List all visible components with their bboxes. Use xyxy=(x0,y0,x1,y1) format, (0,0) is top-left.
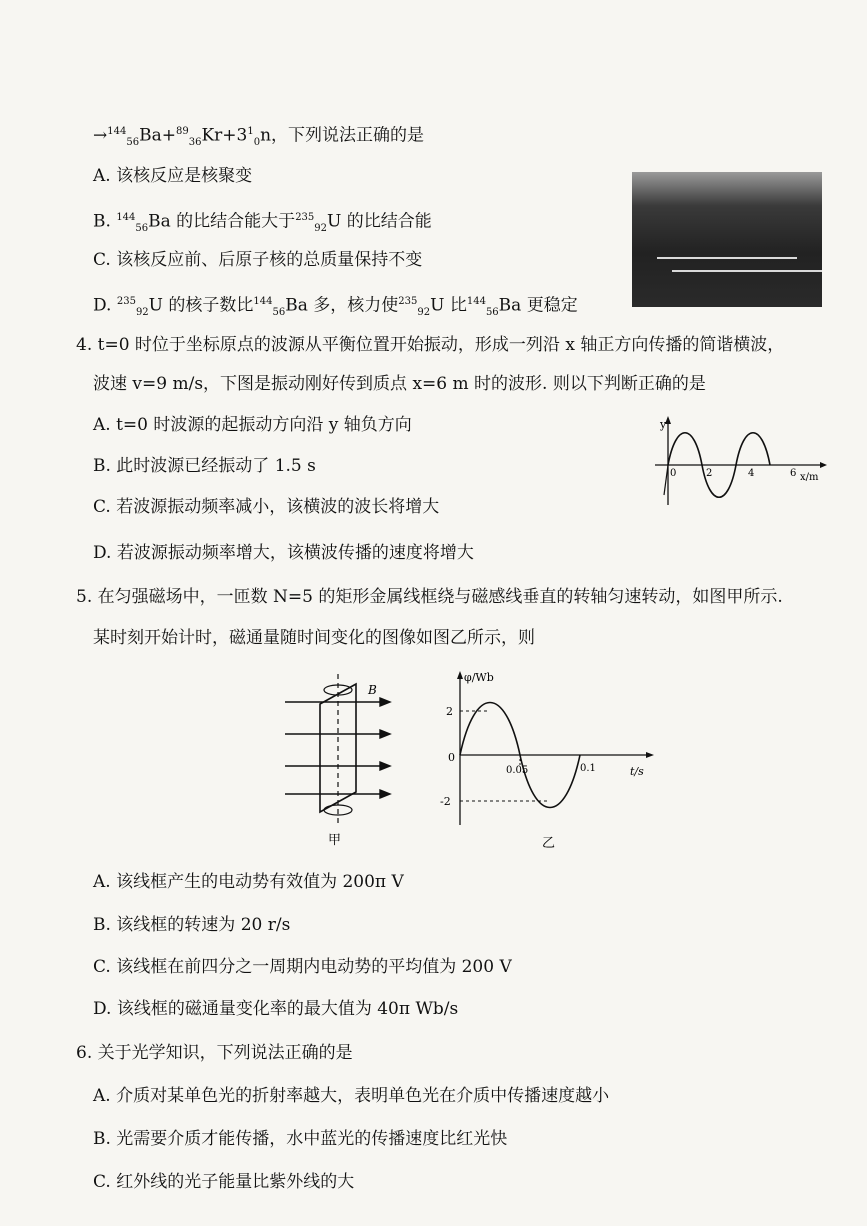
n-atomic-number: 0 xyxy=(253,137,261,149)
field-arrow xyxy=(380,790,390,798)
q3-option-a: A. 该核反应是核聚变 xyxy=(93,166,253,186)
kr-symbol: Kr xyxy=(201,125,223,146)
neutron-coefficient: 3 xyxy=(236,125,248,146)
figure-caption-jia: 甲 xyxy=(328,833,342,848)
u-mass-number: 235 xyxy=(116,296,136,307)
u-atomic-number: 92 xyxy=(135,307,149,319)
q3-option-c: C. 该核反应前、后原子核的总质量保持不变 xyxy=(93,250,423,270)
q6-option-b: B. 光需要介质才能传播，水中蓝光的传播速度比红光快 xyxy=(93,1129,508,1149)
plus-sign: + xyxy=(222,125,237,146)
y-axis-label: y xyxy=(660,418,667,431)
q6-option-c: C. 红外线的光子能量比紫外线的大 xyxy=(93,1172,355,1192)
q4-option-c: C. 若波源振动频率减小，该横波的波长将增大 xyxy=(93,497,440,517)
q3-option-b xyxy=(93,206,432,241)
q3-option-d xyxy=(93,290,578,325)
ba-mass-number: 144 xyxy=(107,126,127,137)
q4-stem-line2: 波速 v=9 m/s，下图是振动刚好传到质点 x=6 m 时的波形. 则以下判断正确的是 xyxy=(93,374,706,394)
ba-symbol: Ba xyxy=(139,125,162,146)
q5-option-c: C. 该线框在前四分之一周期内电动势的平均值为 200 V xyxy=(93,957,512,977)
u-mass-number: 235 xyxy=(295,212,315,223)
origin-label: 0 xyxy=(448,751,455,764)
ba-mass-number: 144 xyxy=(116,212,136,223)
option-text: U 比 xyxy=(430,295,467,316)
q5-stem-line2: 某时刻开始计时，磁通量随时间变化的图像如图乙所示，则 xyxy=(93,628,535,648)
q5-option-d: D. 该线框的磁通量变化率的最大值为 40π Wb/s xyxy=(93,999,459,1019)
option-text: Ba 更稳定 xyxy=(498,295,578,316)
y-min-label: -2 xyxy=(440,795,451,808)
u-atomic-number: 92 xyxy=(417,307,431,319)
q5-option-a: A. 该线框产生的电动势有效值为 200π V xyxy=(93,872,404,892)
y-axis-label: φ/Wb xyxy=(464,671,494,684)
x-axis-label: t/s xyxy=(630,765,644,778)
ba-atomic-number: 56 xyxy=(126,137,140,149)
kr-mass-number: 89 xyxy=(175,126,189,137)
u-atomic-number: 92 xyxy=(314,223,328,235)
u-mass-number: 235 xyxy=(398,296,418,307)
plus-sign: + xyxy=(161,125,176,146)
field-arrow xyxy=(380,698,390,706)
q5-stem-line1: 5. 在匀强磁场中，一匝数 N=5 的矩形金属线框绕与磁感线垂直的转轴匀速转动，如图甲所示. xyxy=(76,587,783,607)
n-symbol: n xyxy=(260,125,272,146)
y-axis-arrow xyxy=(457,671,463,679)
photo-streak xyxy=(672,270,822,272)
q3-equation xyxy=(93,120,424,155)
option-letter: B. xyxy=(93,211,117,232)
ba-atomic-number: 56 xyxy=(485,307,499,319)
tick-label: 0 xyxy=(670,468,677,479)
tick-label: 0.1 xyxy=(580,763,596,774)
option-text: Ba 多，核力使 xyxy=(285,295,399,316)
arrow-symbol: → xyxy=(93,125,108,146)
ba-atomic-number: 56 xyxy=(135,223,149,235)
photo-streak xyxy=(657,257,797,259)
n-mass-number: 1 xyxy=(247,126,254,137)
option-text: U 的比结合能 xyxy=(327,211,432,232)
option-text: U 的核子数比 xyxy=(148,295,254,316)
tick-label: 6 xyxy=(790,468,797,479)
q4-wave-figure xyxy=(650,410,830,510)
q4-option-a: A. t=0 时波源的起振动方向沿 y 轴负方向 xyxy=(93,415,412,435)
ba-mass-number: 144 xyxy=(253,296,273,307)
x-axis-arrow xyxy=(820,462,827,468)
y-max-label: 2 xyxy=(446,705,453,718)
option-text: Ba 的比结合能大于 xyxy=(148,211,296,232)
ba-atomic-number: 56 xyxy=(272,307,286,319)
tick-label: 4 xyxy=(748,468,755,479)
kr-atomic-number: 36 xyxy=(188,137,202,149)
q3-photo xyxy=(632,172,822,307)
field-arrow xyxy=(380,730,390,738)
field-label: B xyxy=(368,683,377,697)
q4-option-d: D. 若波源振动频率增大，该横波传播的速度将增大 xyxy=(93,543,474,563)
q5-figure-jia xyxy=(280,672,410,852)
x-axis-arrow xyxy=(646,752,654,758)
q6-stem: 6. 关于光学知识，下列说法正确的是 xyxy=(76,1043,353,1063)
q3-stem-tail: ，下列说法正确的是 xyxy=(271,125,425,146)
tick-label: 0.05 xyxy=(506,765,529,776)
x-axis-label: x/m xyxy=(800,472,819,483)
option-letter: D. xyxy=(93,295,117,316)
q4-option-b: B. 此时波源已经振动了 1.5 s xyxy=(93,456,316,476)
figure-caption-yi: 乙 xyxy=(542,836,556,851)
ba-mass-number: 144 xyxy=(466,296,486,307)
q5-figure-yi xyxy=(440,665,660,855)
q5-option-b: B. 该线框的转速为 20 r/s xyxy=(93,915,291,935)
field-arrow xyxy=(380,762,390,770)
q4-stem-line1: 4. t=0 时位于坐标原点的波源从平衡位置开始振动，形成一列沿 x 轴正方向传播的简谐横波， xyxy=(76,335,785,355)
tick-label: 2 xyxy=(706,468,713,479)
q6-option-a: A. 介质对某单色光的折射率越大，表明单色光在介质中传播速度越小 xyxy=(93,1086,610,1106)
